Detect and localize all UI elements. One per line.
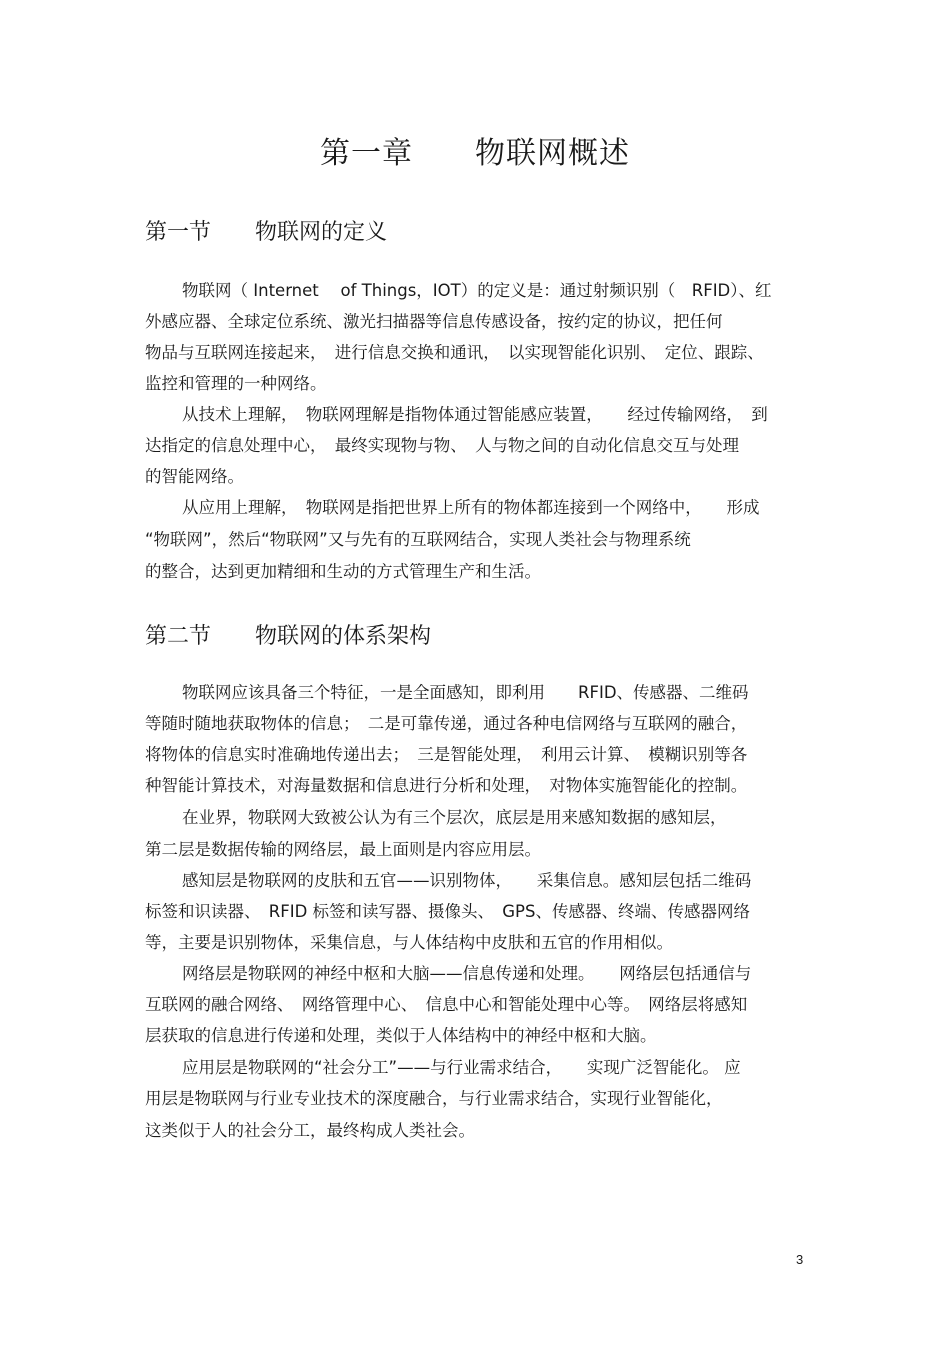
paragraph-line: 外感应器、全球定位系统、激光扫描器等信息传感设备，按约定的协议，把任何 (145, 312, 723, 331)
paragraph-line: “物联网”，然后“物联网”又与先有的互联网结合，实现人类社会与物理系统 (145, 530, 691, 549)
paragraph-line: 从应用上理解， 物联网是指把世界上所有的物体都连接到一个网络中， 形成 (182, 498, 760, 517)
section-title-definition: 第一节 物联网的定义 (145, 220, 388, 245)
paragraph-line: 物品与互联网连接起来， 进行信息交换和通讯， 以实现智能化识别、 定位、跟踪、 (145, 343, 764, 362)
paragraph-line: 的整合，达到更加精细和生动的方式管理生产和生活。 (145, 562, 541, 581)
paragraph-line: 互联网的融合网络、 网络管理中心、 信息中心和智能处理中心等。 网络层将感知 (145, 995, 748, 1014)
paragraph-line: 物联网（ Internet of Things，IOT）的定义是：通过射频识别（ RFID）、红 (182, 281, 772, 300)
paragraph-line: 标签和识读器、 RFID 标签和读写器、摄像头、 GPS、传感器、终端、传感器网络 (145, 902, 750, 921)
paragraph-line: 网络层是物联网的神经中枢和大脑——信息传递和处理。 网络层包括通信与 (182, 964, 752, 983)
paragraph-line: 这类似于人的社会分工，最终构成人类社会。 (145, 1121, 475, 1140)
paragraph-line: 种智能计算技术，对海量数据和信息进行分析和处理， 对物体实施智能化的控制。 (145, 776, 748, 795)
paragraph-line: 第二层是数据传输的网络层，最上面则是内容应用层。 (145, 840, 541, 859)
paragraph-line: 将物体的信息实时准确地传递出去； 三是智能处理， 利用云计算、 模糊识别等各 (145, 745, 748, 764)
paragraph-line: 监控和管理的一种网络。 (145, 374, 327, 393)
paragraph-line: 等，主要是识别物体，采集信息，与人体结构中皮肤和五官的作用相似。 (145, 933, 673, 952)
paragraph-line: 物联网应该具备三个特征，一是全面感知，即利用 RFID、传感器、二维码 (182, 683, 749, 702)
paragraph-line: 从技术上理解， 物联网理解是指物体通过智能感应装置， 经过传输网络， 到 (182, 405, 768, 424)
paragraph-line: 应用层是物联网的“社会分工”——与行业需求结合， 实现广泛智能化。 应 (182, 1058, 741, 1077)
paragraph-line: 的智能网络。 (145, 467, 244, 486)
chapter-title: 第一章 物联网概述 (320, 136, 630, 171)
paragraph-line: 在业界，物联网大致被公认为有三个层次，底层是用来感知数据的感知层， (182, 808, 727, 827)
section-title-architecture: 第二节 物联网的体系架构 (145, 624, 432, 649)
page-number: 3 (796, 1252, 804, 1267)
paragraph-line: 达指定的信息处理中心， 最终实现物与物、 人与物之间的自动化信息交互与处理 (145, 436, 739, 455)
paragraph-line: 等随时随地获取物体的信息； 二是可靠传递，通过各种电信网络与互联网的融合， (145, 714, 748, 733)
paragraph-line: 用层是物联网与行业专业技术的深度融合，与行业需求结合，实现行业智能化， (145, 1089, 723, 1108)
paragraph-line: 感知层是物联网的皮肤和五官——识别物体， 采集信息。感知层包括二维码 (182, 871, 752, 890)
paragraph-line: 层获取的信息进行传递和处理，类似于人体结构中的神经中枢和大脑。 (145, 1026, 657, 1045)
